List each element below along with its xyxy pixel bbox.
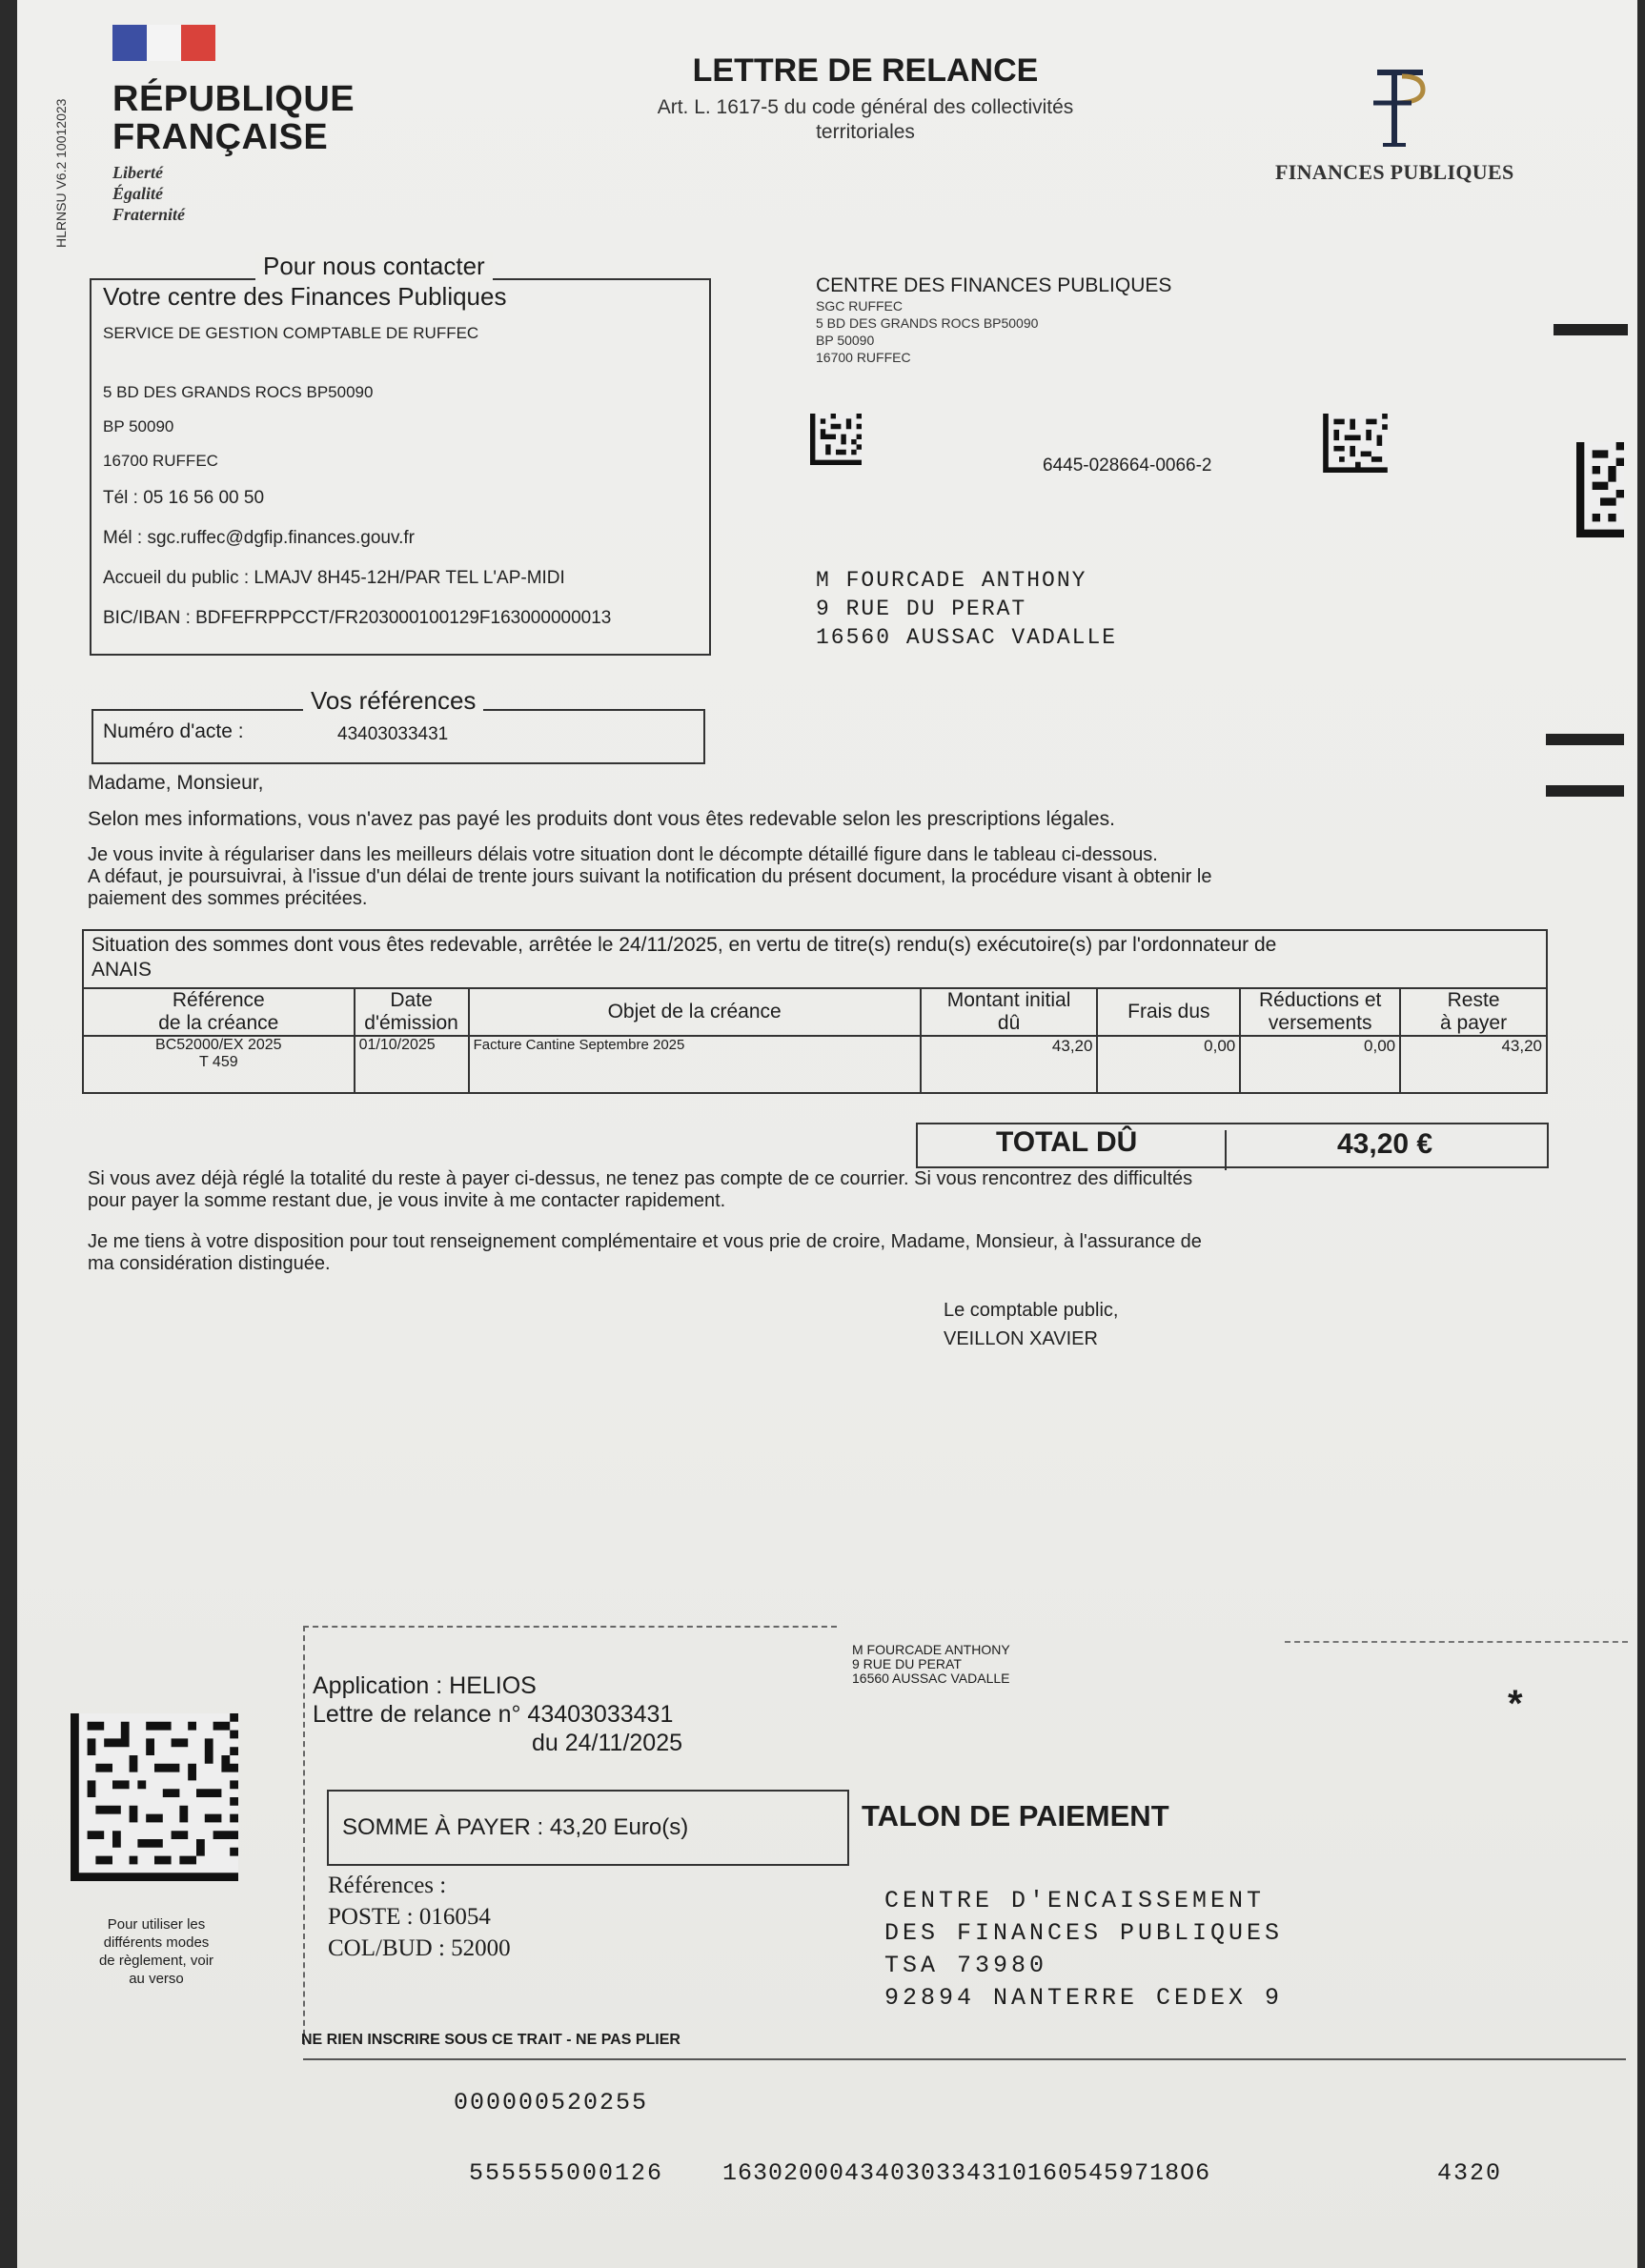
stub-lettre-number: Lettre de relance n° 43403033431 xyxy=(313,1701,674,1728)
col-reste: Reste à payer xyxy=(1400,988,1547,1036)
paragraph-2-line-2: A défaut, je poursuivrai, à l'issue d'un délai de trente jours suivant la notification du présent document, la procédure visant à obtenir le xyxy=(88,866,1212,887)
contact-tel: Tél : 05 16 56 00 50 xyxy=(103,488,265,508)
contact-address-3: 16700 RUFFEC xyxy=(103,452,218,470)
stub-colbud: COL/BUD : 52000 xyxy=(328,1935,511,1961)
cell-montant: 43,20 xyxy=(921,1036,1098,1093)
situation-line-2: ANAIS xyxy=(91,959,152,981)
finances-publiques-logo-icon xyxy=(1356,65,1432,151)
ne-rien-inscrire: NE RIEN INSCRIRE SOUS CE TRAIT - NE PAS PLIER xyxy=(301,2032,680,2048)
col-objet: Objet de la créance xyxy=(469,988,921,1036)
stub-recipient-city: 16560 AUSSAC VADALLE xyxy=(852,1671,1010,1686)
sender-line-4: BP 50090 xyxy=(816,333,875,348)
sender-line-5: 16700 RUFFEC xyxy=(816,350,911,365)
col-frais: Frais dus xyxy=(1097,988,1240,1036)
subtitle-line-2: territoriales xyxy=(816,121,915,143)
sender-line-3: 5 BD DES GRANDS ROCS BP50090 xyxy=(816,315,1039,331)
verso-line-3: de règlement, voir xyxy=(98,1953,214,1969)
verso-line-4: au verso xyxy=(129,1971,184,1987)
total-divider xyxy=(1225,1130,1227,1170)
total-label: TOTAL DÛ xyxy=(996,1126,1138,1158)
ocr-code-1: 000000520255 xyxy=(454,2089,649,2116)
devise-egalite: Égalité xyxy=(112,184,163,203)
letter-page xyxy=(17,0,1637,2268)
cell-reductions: 0,00 xyxy=(1240,1036,1400,1093)
stub-recipient-name: M FOURCADE ANTHONY xyxy=(852,1642,1010,1657)
stub-recipient xyxy=(852,1643,1010,1686)
recipient-name: M FOURCADE ANTHONY xyxy=(816,568,1087,593)
recipient-city: 16560 AUSSAC VADALLE xyxy=(816,625,1118,650)
registration-mark xyxy=(1546,734,1624,745)
stub-references xyxy=(328,1870,511,1964)
col-reductions: Réductions et versements xyxy=(1240,988,1400,1036)
side-datamatrix-icon xyxy=(1576,440,1624,539)
paragraph-4-line-1: Je me tiens à votre disposition pour tout renseignement complémentaire et vous prie de croire, Madame, Monsieur, à l'assurance de xyxy=(88,1231,1202,1252)
stub-cut-line-horizontal-right xyxy=(1285,1641,1628,1643)
paragraph-3-line-1: Si vous avez déjà réglé la totalité du reste à payer ci-dessus, ne tenez pas compte de ce courrier. Si vous rencontrez des difficultés xyxy=(88,1168,1193,1189)
contact-email: Mél : sgc.ruffec@dgfip.finances.gouv.fr xyxy=(103,528,415,548)
contact-heading: Votre centre des Finances Publiques xyxy=(103,282,507,311)
centre-line-3: TSA 73980 xyxy=(884,1952,1048,1979)
centre-encaissement xyxy=(884,1885,1283,2015)
recipient-address xyxy=(816,566,1117,652)
signature-title: Le comptable public, xyxy=(944,1300,1119,1321)
stub-star: * xyxy=(1508,1683,1523,1725)
situation-text xyxy=(91,933,1276,982)
registration-mark xyxy=(1554,324,1628,335)
ocr-code-2: 555555000126 xyxy=(469,2159,664,2187)
contact-bic-iban: BIC/IBAN : BDFEFRPPCCT/FR203000100129F163000000013 xyxy=(103,608,612,628)
stub-cut-line-horizontal xyxy=(303,1626,837,1628)
letter-title: LETTRE DE RELANCE xyxy=(692,52,1039,89)
stub-application: Application : HELIOS xyxy=(313,1672,537,1699)
talon-title: TALON DE PAIEMENT xyxy=(862,1799,1169,1833)
verso-line-2: différents modes xyxy=(103,1934,210,1951)
paragraph-3-line-2: pour payer la somme restant due, je vous invite à me contacter rapidement. xyxy=(88,1190,726,1211)
centre-line-4: 92894 NANTERRE CEDEX 9 xyxy=(884,1984,1284,2012)
paragraph-2 xyxy=(88,844,1555,910)
total-value: 43,20 € xyxy=(1337,1128,1433,1160)
references-box xyxy=(91,709,705,764)
stub-cut-line-vertical xyxy=(303,1626,305,2045)
stub-recipient-street: 9 RUE DU PERAT xyxy=(852,1656,962,1671)
col-date: Date d'émission xyxy=(355,988,469,1036)
francaise-line: FRANÇAISE xyxy=(112,117,329,157)
signature-block xyxy=(944,1296,1118,1353)
reference-label: Numéro d'acte : xyxy=(103,720,244,742)
republique-francaise-title xyxy=(112,80,355,156)
total-box xyxy=(916,1123,1549,1168)
devise xyxy=(112,162,185,225)
subtitle-line-1: Art. L. 1617-5 du code général des collectivités xyxy=(657,96,1074,118)
creance-table xyxy=(82,987,1548,1094)
paragraph-2-line-3: paiement des sommes précitées. xyxy=(88,888,368,909)
payment-datamatrix-icon xyxy=(71,1713,238,1881)
french-flag-logo xyxy=(112,25,215,61)
situation-line-1: Situation des sommes dont vous êtes redevable, arrêtée le 24/11/2025, en vertu de titre(s) rendu(s) exécutoire(s) par l'ordonnateur de xyxy=(91,934,1277,956)
situation-header xyxy=(82,929,1548,988)
sender-line-2: SGC RUFFEC xyxy=(816,298,903,314)
paragraph-3 xyxy=(88,1168,1555,1212)
contact-legend: Pour nous contacter xyxy=(255,252,493,281)
recipient-street: 9 RUE DU PERAT xyxy=(816,597,1027,621)
cell-objet: Facture Cantine Septembre 2025 xyxy=(469,1036,921,1093)
table-row xyxy=(83,1036,1547,1093)
barcode-reference: 6445-028664-0066-2 xyxy=(1043,456,1212,476)
stub-poste: POSTE : 016054 xyxy=(328,1904,491,1930)
sender-name: CENTRE DES FINANCES PUBLIQUES xyxy=(816,274,1172,296)
sender-details xyxy=(816,297,1038,366)
contact-box xyxy=(90,278,711,656)
col-montant: Montant initial dû xyxy=(921,988,1098,1036)
stub-references-label: Références : xyxy=(328,1873,447,1898)
cell-frais: 0,00 xyxy=(1097,1036,1240,1093)
stub-date: du 24/11/2025 xyxy=(532,1730,683,1756)
stub-letter-info xyxy=(313,1671,682,1757)
paragraph-2-line-1: Je vous invite à régulariser dans les meilleurs délais votre situation dont le décompte détaillé figure dans le tableau ci-dessous. xyxy=(88,844,1158,865)
finances-publiques-label: FINANCES PUBLIQUES xyxy=(1275,160,1514,184)
ocr-code-4: 4320 xyxy=(1437,2159,1503,2187)
contact-accueil: Accueil du public : LMAJV 8H45-12H/PAR TEL L'AP-MIDI xyxy=(103,568,565,588)
datamatrix-code-2-icon xyxy=(1323,414,1388,473)
table-header-row xyxy=(83,988,1547,1036)
paragraph-1: Selon mes informations, vous n'avez pas payé les produits dont vous êtes redevable selon les prescriptions légales. xyxy=(88,808,1115,830)
centre-line-1: CENTRE D'ENCAISSEMENT xyxy=(884,1887,1266,1914)
col-reference: Référence de la créance xyxy=(83,988,355,1036)
paragraph-4 xyxy=(88,1231,1555,1275)
republique-line: RÉPUBLIQUE xyxy=(112,79,355,119)
somme-a-payer-box xyxy=(327,1790,849,1866)
contact-address-1: 5 BD DES GRANDS ROCS BP50090 xyxy=(103,383,374,401)
verso-note xyxy=(72,1915,240,1988)
cell-reference: BC52000/EX 2025 T 459 xyxy=(83,1036,355,1093)
letter-subtitle xyxy=(589,95,1142,145)
references-legend: Vos références xyxy=(303,686,483,716)
centre-line-2: DES FINANCES PUBLIQUES xyxy=(884,1919,1284,1947)
cell-date: 01/10/2025 xyxy=(355,1036,469,1093)
contact-address-2: BP 50090 xyxy=(103,417,174,435)
verso-line-1: Pour utiliser les xyxy=(107,1916,206,1933)
paragraph-4-line-2: ma considération distinguée. xyxy=(88,1253,331,1274)
cell-reste: 43,20 xyxy=(1400,1036,1547,1093)
contact-service: SERVICE DE GESTION COMPTABLE DE RUFFEC xyxy=(103,324,479,342)
salutation: Madame, Monsieur, xyxy=(88,772,264,794)
ocr-code-3: 163020004340303343101605459718O6 xyxy=(722,2159,1211,2187)
side-version-code: HLRNSU V6.2 10012023 xyxy=(53,98,69,248)
signature-name: VEILLON XAVIER xyxy=(944,1328,1098,1349)
devise-liberte: Liberté xyxy=(112,163,163,182)
datamatrix-code-icon xyxy=(810,414,862,465)
registration-mark xyxy=(1546,785,1624,797)
reference-number: 43403033431 xyxy=(337,724,449,744)
somme-a-payer: SOMME À PAYER : 43,20 Euro(s) xyxy=(342,1814,689,1840)
stub-bottom-rule xyxy=(303,2058,1626,2060)
devise-fraternite: Fraternité xyxy=(112,205,186,224)
